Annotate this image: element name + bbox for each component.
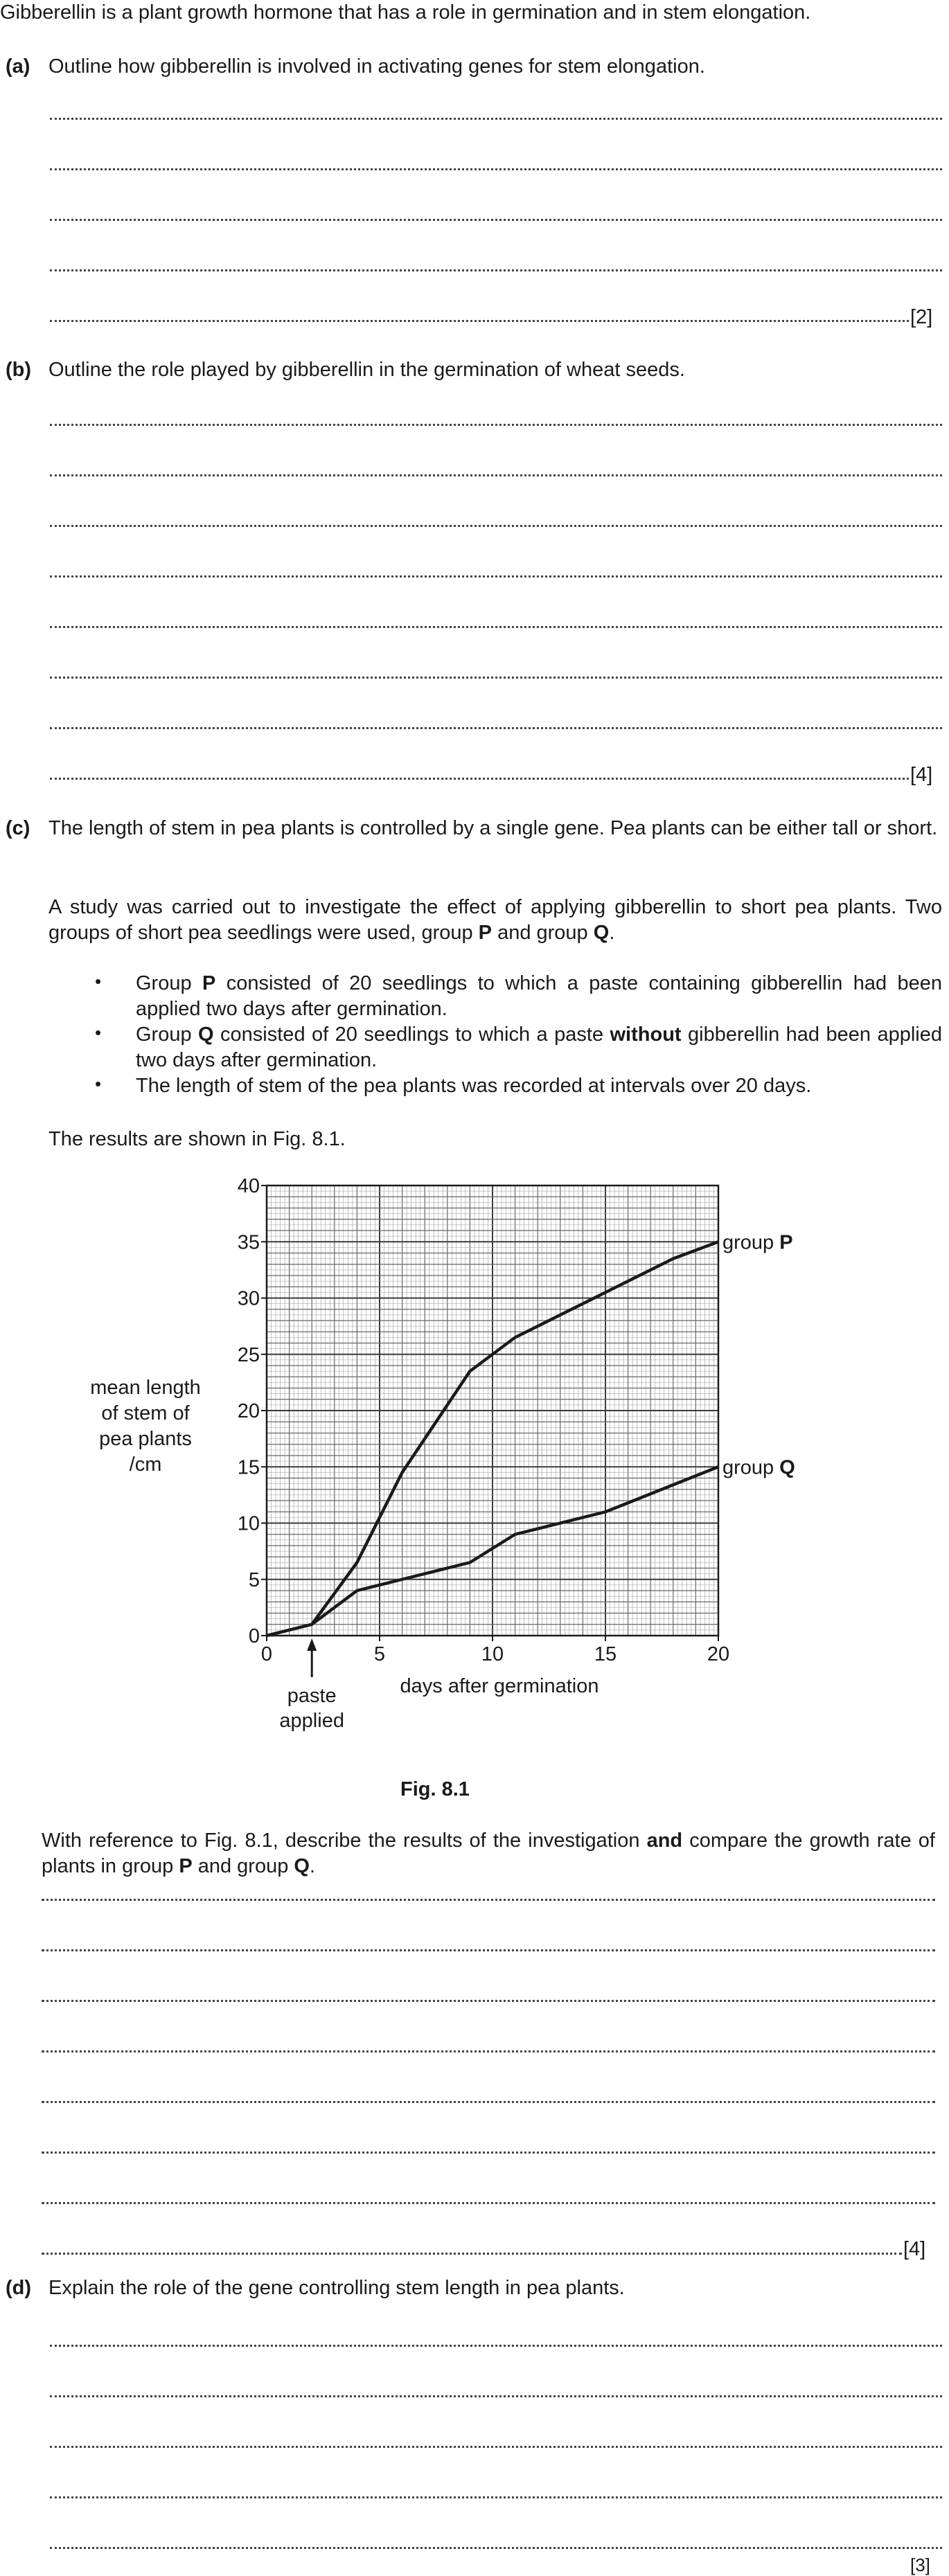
bullet-item: Group Q consisted of 20 seedlings to which a paste without gibberellin had been applied two days after germination. bbox=[136, 1023, 942, 1071]
part-a-label: (a) bbox=[6, 55, 30, 78]
answer-line[interactable] bbox=[50, 2547, 942, 2549]
x-tick-label: 20 bbox=[707, 1643, 730, 1665]
part-c-study: A study was carried out to investigate the effect of applying gibberellin to short pea plants. Two groups of short pea seedlings were used, group P and group Q. bbox=[48, 896, 942, 944]
part-c-question: With reference to Fig. 8.1, describe the results of the investigation and compare the growth rate of plants in group P and group Q. bbox=[42, 1830, 935, 1877]
answer-line[interactable] bbox=[42, 2050, 935, 2052]
part-a-question: Outline how gibberellin is involved in activating genes for stem elongation. bbox=[48, 55, 705, 78]
answer-line[interactable] bbox=[42, 2202, 935, 2204]
y-tick-label: 40 bbox=[237, 1175, 260, 1197]
answer-line[interactable] bbox=[42, 2000, 935, 2002]
y-tick-label: 0 bbox=[248, 1625, 260, 1647]
answer-line[interactable] bbox=[50, 2446, 942, 2448]
intro-text: Gibberellin is a plant growth hormone that has a role in germination and in stem elongation. bbox=[0, 1, 811, 24]
y-tick-label: 35 bbox=[237, 1231, 260, 1254]
y-axis-label: /cm bbox=[129, 1454, 162, 1476]
answer-line[interactable] bbox=[42, 2253, 902, 2255]
bullet-item: The length of stem of the pea plants was recorded at intervals over 20 days. bbox=[136, 1075, 812, 1097]
part-c-label: (c) bbox=[6, 817, 30, 839]
marks-c: [4] bbox=[903, 2238, 926, 2260]
x-tick-label: 5 bbox=[373, 1643, 386, 1665]
results-intro: The results are shown in Fig. 8.1. bbox=[48, 1128, 346, 1150]
annotation-arrow-head bbox=[307, 1638, 317, 1651]
answer-line[interactable] bbox=[50, 2395, 942, 2397]
annotation-label: applied bbox=[279, 1710, 344, 1732]
y-tick-label: 20 bbox=[237, 1400, 260, 1422]
series-label: group Q bbox=[722, 1456, 795, 1479]
answer-line[interactable] bbox=[50, 2345, 942, 2347]
y-tick-label: 25 bbox=[237, 1343, 260, 1366]
y-axis-label: pea plants bbox=[99, 1428, 192, 1450]
x-tick-label: 0 bbox=[260, 1643, 273, 1665]
part-c-intro: The length of stem in pea plants is controlled by a single gene. Pea plants can be either tall or short. bbox=[48, 817, 938, 839]
part-b-question: Outline the role played by gibberellin in the germination of wheat seeds. bbox=[48, 359, 685, 381]
x-tick-label: 10 bbox=[481, 1643, 504, 1665]
y-axis-label: mean length bbox=[90, 1377, 201, 1399]
part-b-label: (b) bbox=[6, 359, 32, 381]
y-axis-label: of stem of bbox=[101, 1402, 190, 1424]
answer-line[interactable] bbox=[50, 2496, 942, 2498]
bullet-marker: • bbox=[95, 971, 102, 992]
answer-line[interactable] bbox=[42, 1899, 935, 1901]
part-d-label: (d) bbox=[6, 2277, 32, 2299]
bullet-marker: • bbox=[95, 1022, 102, 1043]
figure-caption: Fig. 8.1 bbox=[400, 1778, 470, 1800]
marks-b: [4] bbox=[910, 764, 933, 786]
y-tick-label: 10 bbox=[237, 1512, 260, 1535]
answer-line[interactable] bbox=[42, 1949, 935, 1951]
series-label: group P bbox=[722, 1231, 793, 1254]
x-tick-label: 15 bbox=[594, 1643, 617, 1665]
answer-line[interactable] bbox=[42, 2152, 935, 2154]
marks-d: [3] bbox=[910, 2555, 930, 2575]
y-tick-label: 30 bbox=[237, 1287, 260, 1310]
bullet-item: Group P consisted of 20 seedlings to which a paste containing gibberellin had been applied two days after germination. bbox=[136, 972, 942, 1020]
answer-line[interactable] bbox=[42, 2101, 935, 2103]
part-d-question: Explain the role of the gene controlling stem length in pea plants. bbox=[48, 2277, 625, 2299]
annotation-label: paste bbox=[287, 1685, 337, 1707]
y-tick-label: 5 bbox=[248, 1568, 260, 1591]
marks-a: [2] bbox=[910, 306, 933, 328]
bullet-marker: • bbox=[95, 1073, 102, 1094]
x-axis-label: days after germination bbox=[400, 1675, 599, 1697]
y-tick-label: 15 bbox=[237, 1456, 260, 1479]
